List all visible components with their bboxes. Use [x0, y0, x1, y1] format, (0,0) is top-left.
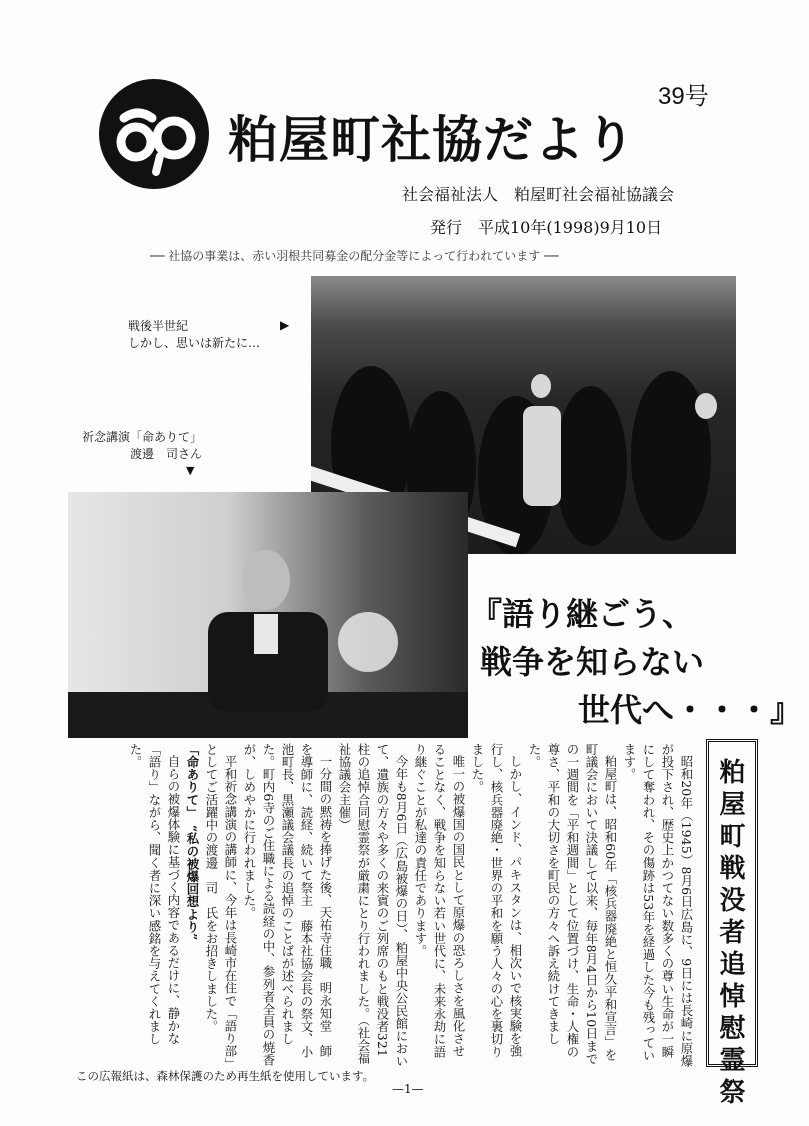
headline	[470, 590, 803, 734]
speaker-shapes	[68, 492, 468, 738]
article-paragraph: 自らの被爆体験に基づく内容であるだけに、静かな「語り」ながら、聞く者に深い感銘を与えてくれました。	[128, 743, 181, 1046]
article-paragraph: 一分間の黙祷を捧げた後、天祐寺住職 明永知堂 師を導師に、読経、続いて祭主 藤本社協会長の祭文、小池町長、黒瀬議会議長の追悼のことばが述べられました。町内6寺のご住職による読経の中、参列者全員の焼香が、しめやかに行われました。	[242, 743, 333, 1067]
newsletter-title: 粕屋町社協だより	[228, 111, 636, 169]
article-paragraph: 今年も8月6日（広島被爆の日）、粕屋中央公民館において、遺族の方々や多くの来賓のご列席のもと戦没者321柱の追悼合同慰霊祭が厳粛にとり行われました。（社会福祉協議会主催）	[337, 743, 409, 1068]
article-title: 粕屋町戦没者追悼慰霊祭	[715, 758, 745, 1110]
caption-line: 渡邊 司さん	[129, 447, 202, 461]
article-paragraph: 唯一の被爆国の国民として原爆の恐ろしさを風化させることなく、戦争を知らない若い世代に、未来永劫に語り継ぐことが私達の責任であります。	[413, 743, 466, 1058]
speaker-photo	[68, 492, 468, 738]
article-paragraph: 粕屋町は、昭和60年「核兵器廃絶と恒久平和宣言」を町議会において決議して以来、毎年8月4日から10日までの一週間を「平和週間」として位置づけ、生命・人権の尊さ、平和の大切さを町民の方々へ訴え続けてきました。	[527, 743, 618, 1066]
recycle-note: この広報紙は、森林保護のため再生紙を使用しています。	[76, 1069, 375, 1083]
photo-caption-top	[128, 318, 260, 352]
headline-line: 世代へ・・・』	[578, 691, 803, 729]
headline-line: 戦争を知らない	[480, 643, 705, 681]
article-paragraph: 昭和20年（1945）8月6日広島に、9日には長崎に原爆が投下され、歴史上かつてない数多くの尊い生命が一瞬にして奪われ、その傷跡は53年を経過した今も残っています。	[622, 743, 694, 1068]
funding-note: ── 社協の事業は、赤い羽根共同募金の配分金等によって行われています ──	[150, 249, 559, 263]
article-paragraph: しかし、インド、パキスタンは、相次いで核実験を強行し、核兵器廃絶・世界の平和を願う人々の心を裏切りました。	[470, 743, 523, 1058]
page-number: —1—	[392, 1082, 424, 1096]
publisher: 社会福祉法人 粕屋町社会福祉協議会	[402, 185, 675, 204]
headline-line: 『語り継ごう、	[470, 595, 695, 633]
caption-line: 祈念講演「命ありて」	[81, 430, 202, 444]
lecture-title: 「命ありて」 “私の被爆回想より”	[185, 743, 200, 941]
caption-arrow-down-icon: ▼	[186, 464, 195, 477]
publish-date: 発行 平成10年(1998)9月10日	[430, 218, 663, 237]
caption-arrow-right-icon: ▶	[280, 318, 290, 332]
issue-number: 39号	[658, 83, 709, 110]
council-logo	[98, 78, 210, 190]
article-body	[76, 743, 696, 1068]
caption-line: 戦後半世紀	[128, 319, 189, 333]
caption-line: しかし、思いは新たに…	[128, 336, 261, 350]
photo-caption-lecture	[74, 429, 202, 463]
article-paragraph: 平和祈念講演の講師に、今年は長崎市在住で「語り部」としてご活躍中の渡邊 司 氏をお招きしました。	[204, 743, 238, 1065]
